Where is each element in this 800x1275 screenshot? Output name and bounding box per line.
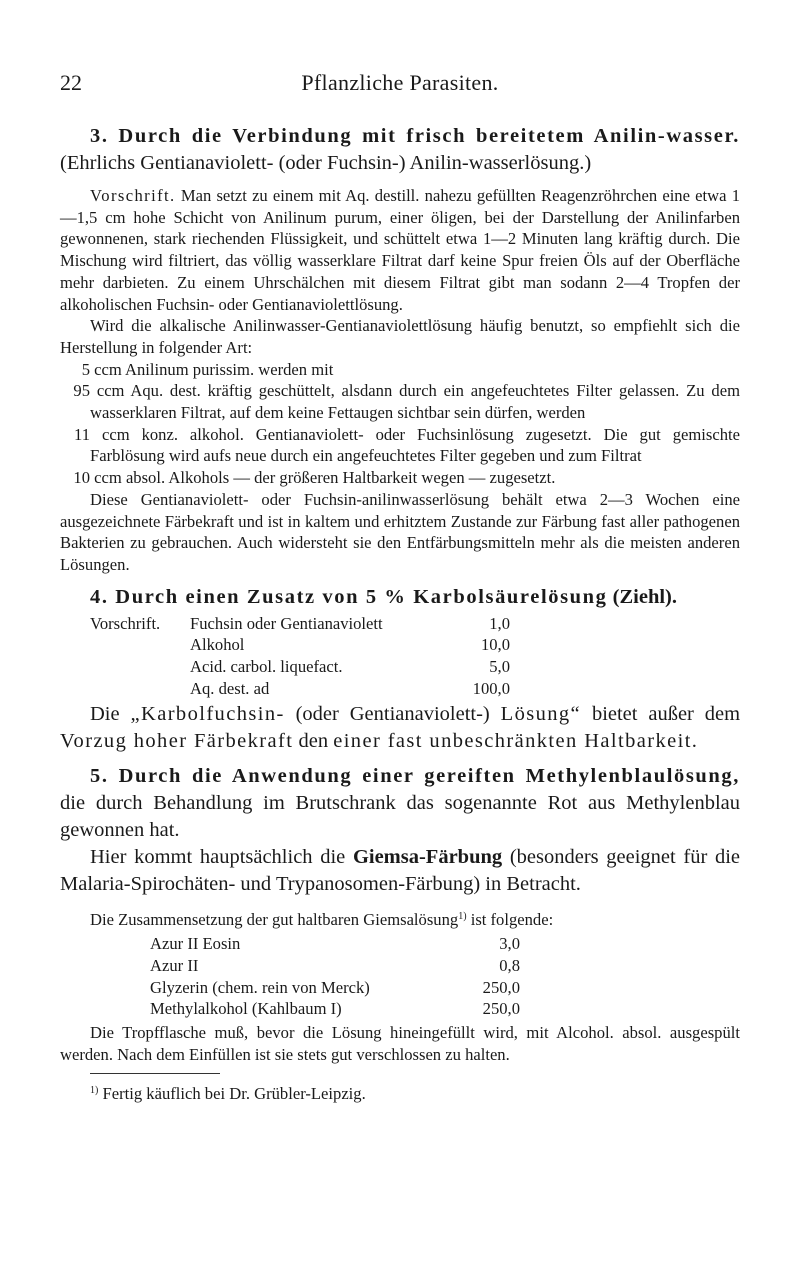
section-3-steps: [60, 359, 740, 489]
footnote-reference: 1): [458, 911, 467, 923]
section-5-title: 5. Durch die Anwendung einer gereiften Methylenblaulösung,: [90, 765, 740, 788]
section-3-vorschrift: [60, 185, 740, 315]
ingredient-name: Aq. dest. ad: [190, 678, 270, 698]
step-number: 11: [74, 424, 90, 444]
step-text: ccm Anilinum purissim. werden mit: [94, 359, 334, 379]
step-item: [60, 424, 740, 467]
section-5-heading: [60, 763, 740, 844]
ingredient-amount: 5,0: [489, 657, 510, 677]
ingredient-name: Alkohol: [190, 635, 245, 655]
section-5-paragraph-3: Die Tropfflasche muß, bevor die Lösung hineingefüllt wird, mit Alcohol. absol. ausgespült werden. Nach dem Einfüllen ist sie stets gut verschlossen zu halten.: [60, 1022, 740, 1064]
section-3-paragraph-2: Wird die alkalische Anilinwasser-Gentianaviolettlösung häufig benutzt, so empfiehlt sich die Herstellung in folgender Art:: [60, 316, 740, 357]
recipe-row: [60, 933, 740, 955]
vorschrift-text: Man setzt zu einem mit Aq. destill. nahezu gefüllten Reagenzröhrchen eine etwa 1—1,5 cm hohe Schicht von Anilinum purum, einer öligen, bei der Darstellung der Anilinfarben gewonnenen, stark riechenden Flüssigkeit, und schüttelt etwa 1—2 Minuten lang kräftig durch. Die Mischung wird filtriert, das völlig wasserklare Filtrat darf keine Spur freien Öls auf der Oberfläche mehr darbieten. Zu einem Uhrschälchen mit diesem Filtrat gibt man sodann 2—4 Tropfen der alkoholischen Fuchsin- oder Gentianaviolettlösung.: [60, 186, 740, 314]
text-run: einer fast unbeschränkten Haltbarkeit.: [333, 730, 699, 753]
text-run: (besonders geeignet für die Malaria-Spirochäten- und Trypanosomen-Färbung) in Betracht.: [60, 846, 740, 896]
running-title: Pflanzliche Parasiten.: [301, 70, 499, 95]
section-4-title: 4. Durch einen Zusatz von 5 % Karbolsäurelösung: [90, 585, 608, 608]
giemsa-term: Giemsa-Färbung: [352, 846, 503, 869]
text-run: Lösung“: [500, 703, 582, 726]
text-run: (oder Gentianaviolett-): [295, 703, 490, 726]
recipe-row: [60, 656, 740, 678]
step-item: [60, 359, 740, 381]
step-text: ccm absol. Alkohols — der größeren Haltbarkeit wegen — zugesetzt.: [94, 468, 556, 488]
step-number: 95: [73, 381, 90, 401]
recipe-row: [60, 955, 740, 977]
section-3-title: 3. Durch die Verbindung mit frisch bereitetem Anilin-wasser.: [90, 125, 740, 147]
recipe-row: [60, 678, 740, 700]
ingredient-name: Acid. carbol. liquefact.: [190, 657, 343, 677]
ingredient-name: Methylalkohol (Kahlbaum I): [150, 999, 342, 1019]
ingredient-amount: 10,0: [480, 635, 510, 655]
ingredient-amount: 100,0: [472, 678, 510, 698]
section-5-recipe: [60, 933, 740, 1020]
ingredient-amount: 250,0: [482, 999, 520, 1019]
section-4-recipe: [60, 613, 740, 700]
page-header: [60, 70, 740, 105]
recipe-row: [60, 998, 740, 1020]
step-text: ccm Aqu. dest. kräftig geschüttelt, alsdann durch ein angefeuchtetes Filter gelassen. Zu dem wasserklaren Filtrat, auf dem keine Fettaugen sichtbar sein dürfen, werden: [90, 381, 740, 423]
vorschrift-label: Vorschrift.: [90, 613, 161, 633]
text-run: Die Zusammensetzung der gut haltbaren Giemsalösung: [90, 910, 459, 930]
text-run: Hier kommt hauptsächlich die: [90, 846, 346, 869]
section-4-author: (Ziehl).: [612, 585, 677, 608]
footnote-divider: [90, 1073, 220, 1074]
step-number: 5: [81, 359, 90, 379]
text-run: Vorzug hoher Färbekraft: [60, 730, 294, 753]
ingredient-name: Azur II: [150, 955, 199, 975]
step-number: 10: [73, 468, 90, 488]
section-3-subtitle: (Ehrlichs Gentianaviolett- (oder Fuchsin-) Anilin-wasserlösung.): [60, 152, 592, 174]
recipe-row: [60, 634, 740, 656]
section-3-heading: [60, 123, 740, 177]
recipe-row: [60, 977, 740, 999]
ingredient-amount: 3,0: [499, 934, 520, 954]
section-5-paragraph-2: [60, 906, 740, 931]
ingredient-amount: 250,0: [482, 977, 520, 997]
section-4-heading: [60, 584, 740, 611]
ingredient-amount: 1,0: [489, 613, 510, 633]
text-run: bietet außer dem: [591, 703, 741, 726]
section-5-subtitle: die durch Behandlung im Brutschrank das sogenannte Rot aus Methylenblau gewonnen hat.: [60, 792, 740, 842]
footnote: [90, 1080, 740, 1105]
section-4-paragraph: [60, 701, 740, 755]
document-page: [60, 70, 740, 1105]
vorschrift-label: Vorschrift.: [90, 186, 176, 205]
footnote-text: Fertig käuflich bei Dr. Grübler-Leipzig.: [102, 1084, 366, 1104]
recipe-row: [60, 613, 740, 635]
step-item: [60, 380, 740, 423]
section-3-paragraph-3: Diese Gentianaviolett- oder Fuchsin-anilinwasserlösung behält etwa 2—3 Wochen eine ausgezeichnete Färbekraft und ist in kaltem und erhitztem Zustande zur Färbung fast aller pathogenen Bakterien zu gebrauchen. Auch widersteht sie den Entfärbungsmitteln mehr als die meisten anderen Lösungen.: [60, 489, 740, 574]
section-5-paragraph-1: [60, 844, 740, 898]
text-run: Die: [90, 703, 120, 726]
page-number: 22: [60, 70, 82, 95]
ingredient-name: Fuchsin oder Gentianaviolett: [190, 613, 383, 633]
ingredient-amount: 0,8: [499, 955, 520, 975]
footnote-mark: 1): [90, 1085, 99, 1097]
ingredient-name: Azur II Eosin: [150, 934, 241, 954]
text-run: den: [298, 730, 329, 753]
text-run: ist folgende:: [470, 910, 554, 930]
text-run: „Karbolfuchsin-: [130, 703, 285, 726]
step-text: ccm konz. alkohol. Gentianaviolett- oder Fuchsinlösung zugesetzt. Die gut gemischte Farblösung wird aufs neue durch ein angefeuchtetes Filter gegeben und zum Filtrat: [90, 424, 740, 466]
step-item: [60, 467, 740, 489]
ingredient-name: Glyzerin (chem. rein von Merck): [150, 977, 370, 997]
page-body: [60, 123, 740, 1105]
